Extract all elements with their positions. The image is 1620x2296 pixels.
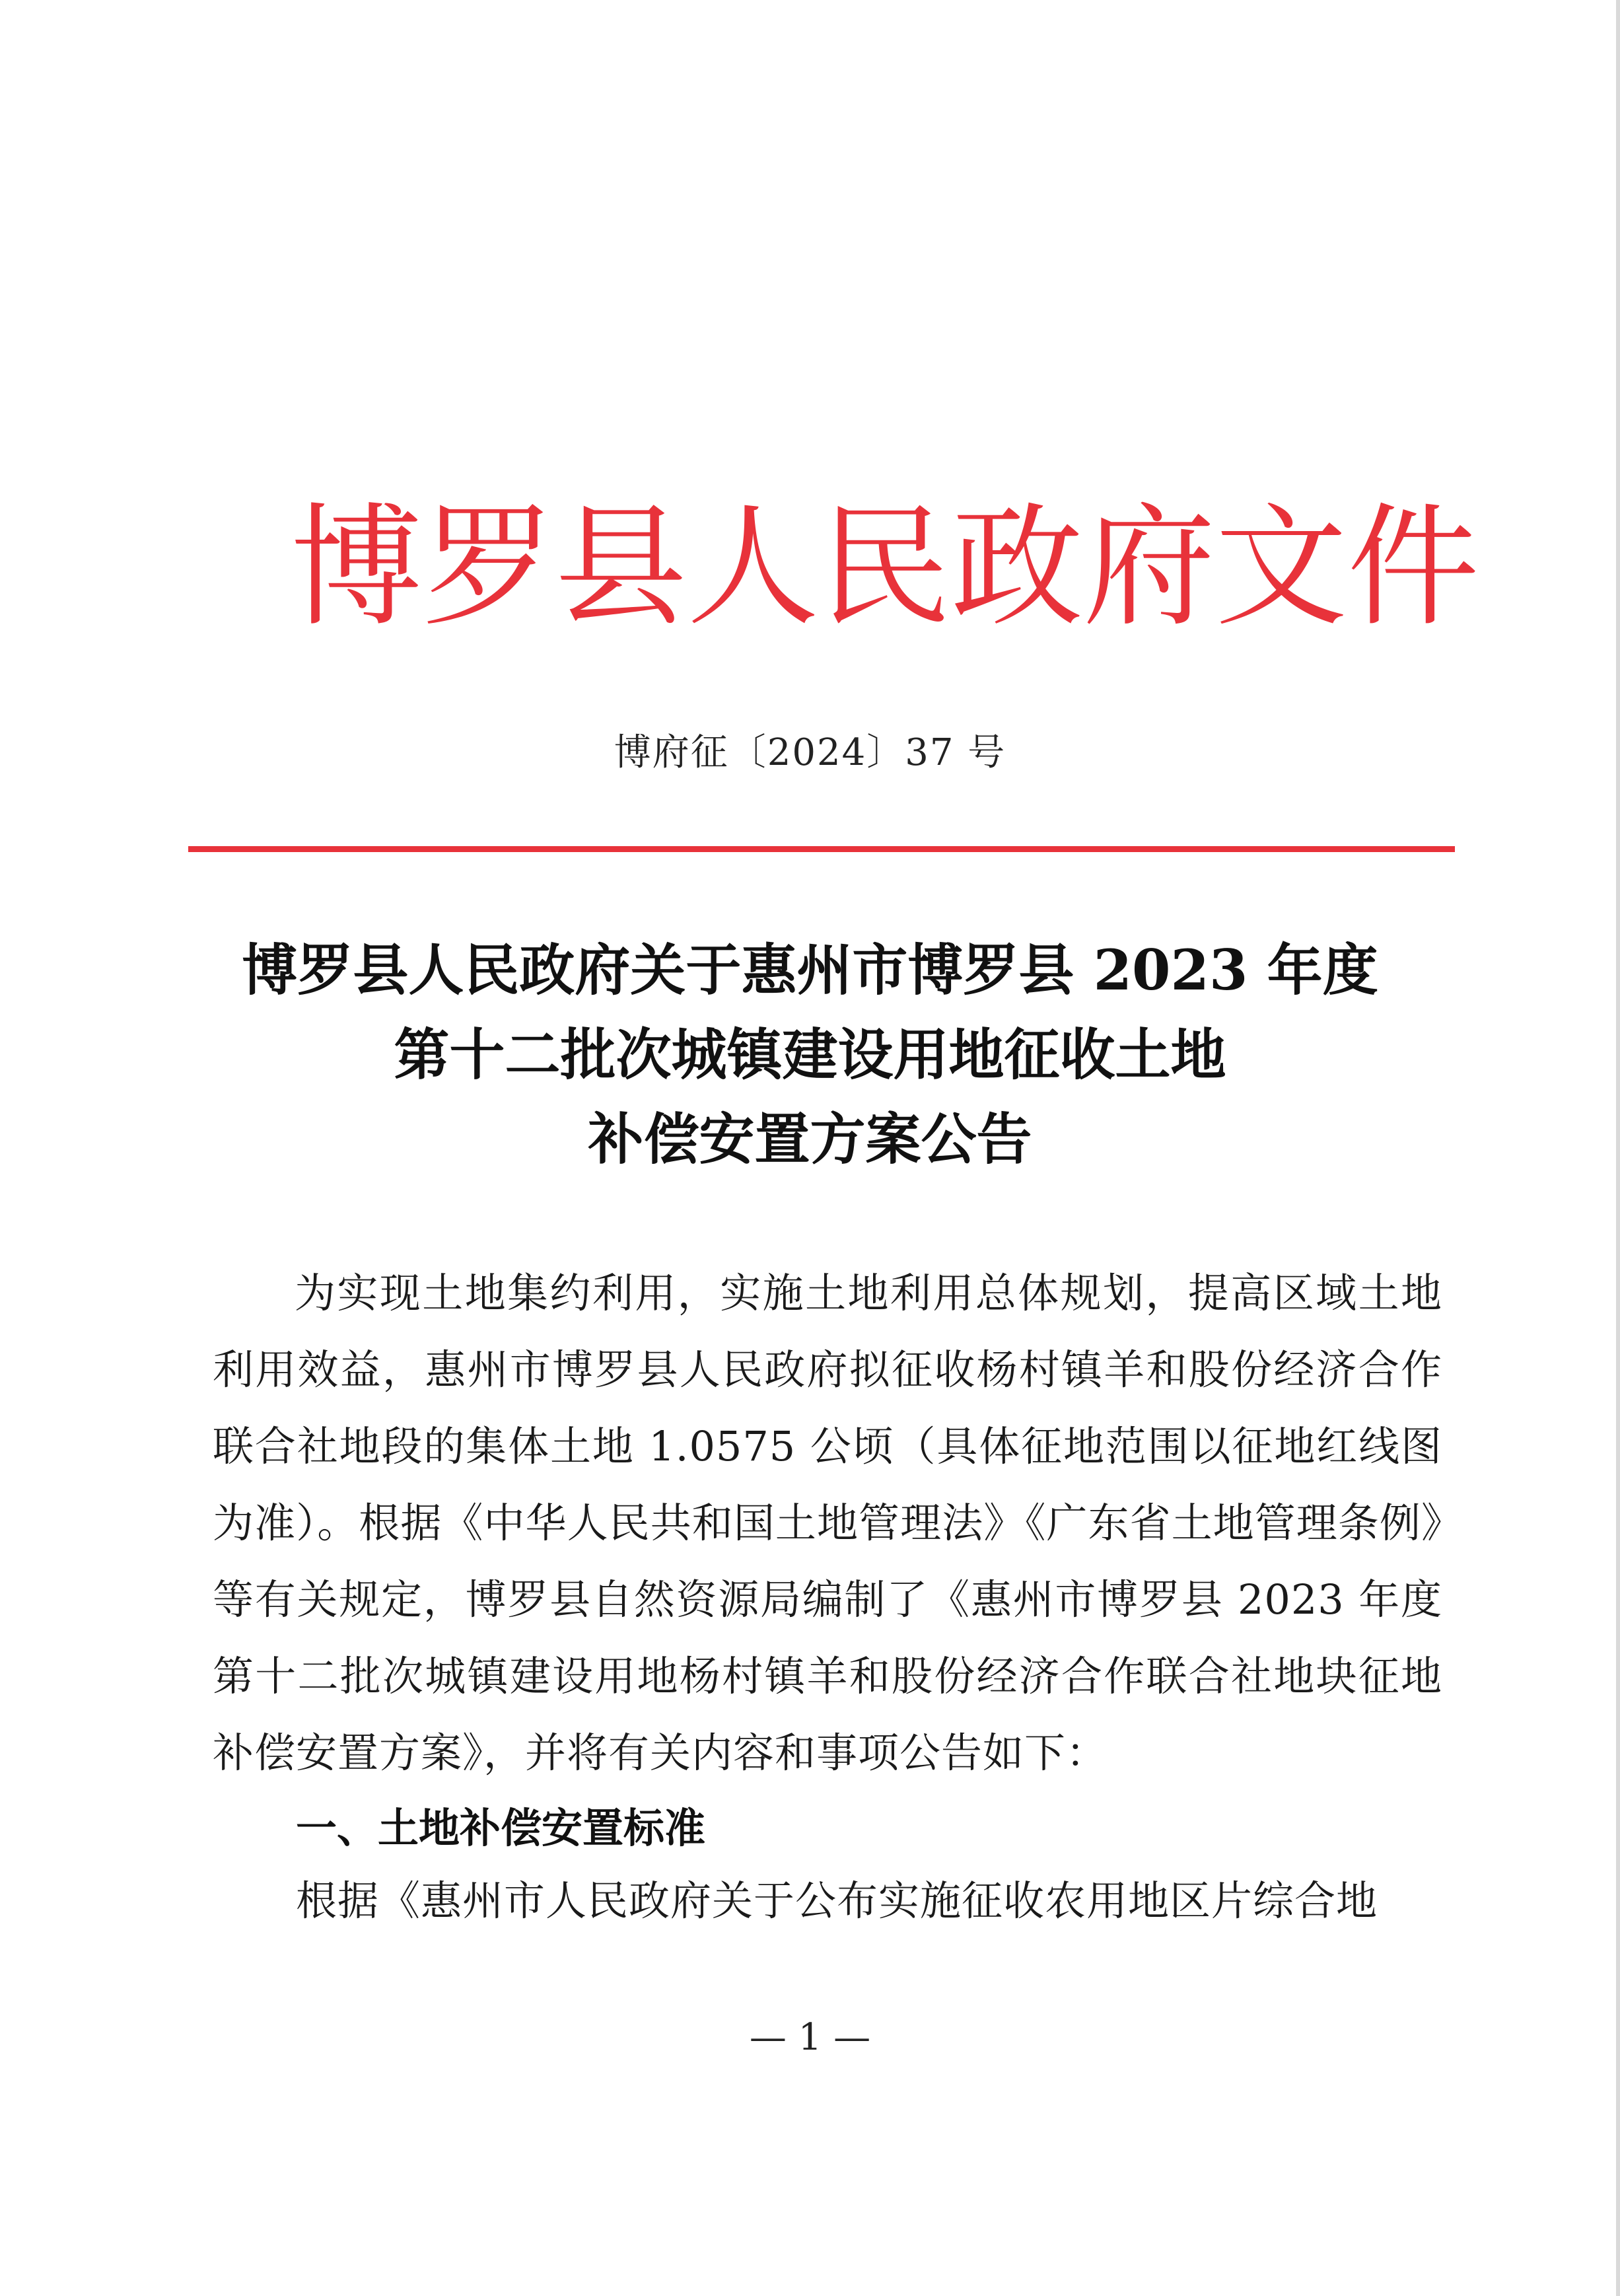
document-number: 博府征〔2024〕37 号 <box>614 731 1006 774</box>
title-line-1: 博罗县人民政府关于惠州市博罗县 2023 年度 <box>242 937 1378 1003</box>
title-line-2: 第十二批次城镇建设用地征收土地 <box>394 1022 1226 1087</box>
scan-edge <box>1616 0 1620 2296</box>
title-line-3: 补偿安置方案公告 <box>588 1106 1032 1172</box>
announcement-title <box>132 928 1488 1182</box>
section-paragraph: 根据《惠州市人民政府关于公布实施征收农用地区片综合地 <box>296 1877 1378 1925</box>
red-divider <box>188 846 1455 852</box>
page-number: — 1 — <box>749 2016 871 2059</box>
intro-paragraph: 为实现土地集约利用，实施土地利用总体规划，提高区域土地利用效益，惠州市博罗县人民政府拟征收杨村镇羊和股份经济合作联合社地段的集体土地 1.0575 公顷（具体征地范围以征地红线图为准）。根据《中华人民共和国土地管理法》《广东省土地管理条例》等有关规定，博罗县自然资源局编制了《惠州市博罗县 2023 年度第十二批次城镇建设用地杨村镇羊和股份经济合作联合社地块征地补偿安置方案》，并将有关内容和事项公告如下： <box>213 1269 1442 1777</box>
masthead-title: 博罗县人民政府文件 <box>291 491 1480 645</box>
section-heading: 一、土地补偿安置标准 <box>296 1804 706 1852</box>
